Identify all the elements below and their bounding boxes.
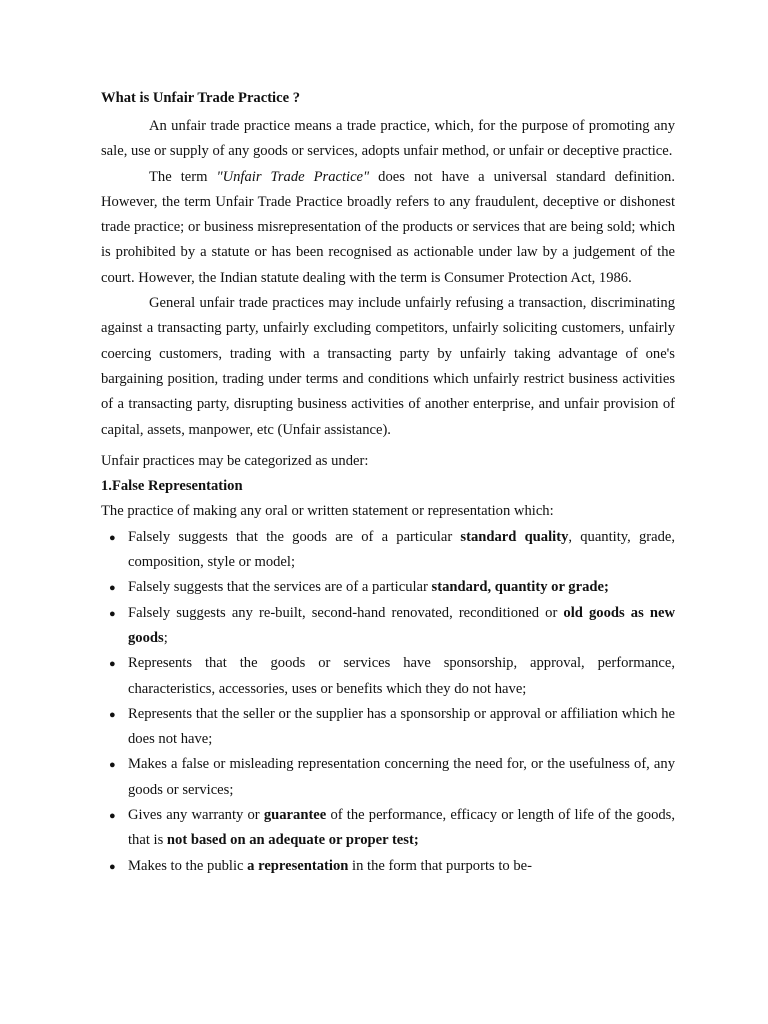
paragraph-definition: An unfair trade practice means a trade practice, which, for the purpose of promoting any sale, use or supply of any goods or services, adopts unfair method, or unfair or deceptive practice.: [101, 118, 675, 160]
bullet-list: [101, 525, 675, 879]
term-rest: does not have a universal standard definition. However, the term Unfair Trade Practice broadly refers to any fraudulent, deceptive or dishonest trade practice; or business misrepresentation of the products or services that are being sold; which is prohibited by a statute or has been recognised as actionable under law by a judgement of the court. However, the Indian statute dealing with the term is Consumer Protection Act, 1986.: [101, 168, 676, 286]
term-prefix: The term: [149, 168, 217, 185]
paragraph-term: [101, 165, 675, 291]
list-item: ● Makes a false or misleading representation concerning the need for, or the usefulness of, any goods or services;: [101, 752, 675, 803]
list-item: ● Gives any warranty or guarantee of the performance, efficacy or length of life of the goods, that is not based on an adequate or proper test;: [101, 803, 675, 854]
term-italic: "Unfair Trade Practice": [216, 168, 370, 185]
bullet-icon: ●: [109, 658, 116, 671]
list-item: ● Represents that the seller or the supplier has a sponsorship or approval or affiliation which he does not have;: [101, 702, 675, 753]
list-item: ● Falsely suggests that the goods are of a particular standard quality, quantity, grade, composition, style or model;: [101, 525, 675, 576]
bullet-icon: ●: [109, 860, 116, 873]
section-intro: The practice of making any oral or written statement or representation which:: [101, 503, 554, 520]
categorized-intro: Unfair practices may be categorized as under:: [101, 452, 369, 469]
paragraph-general: General unfair trade practices may include unfairly refusing a transaction, discriminating against a transacting party, unfairly excluding competitors, unfairly soliciting customers, unfairly coercing customers, trading with a transacting party by unfairly taking advantage of one's bargaining position, trading under terms and conditions which unfairly restrict business activities of a transacting party, disrupting business activities of another enterprise, and unfair provision of capital, assets, manpower, etc (Unfair assistance).: [101, 295, 675, 438]
bullet-icon: ●: [109, 582, 116, 595]
list-item: ● Falsely suggests any re-built, second-hand renovated, reconditioned or old goods as new goods;: [101, 601, 675, 652]
list-item: ● Represents that the goods or services have sponsorship, approval, performance, characteristics, accessories, uses or benefits which they do not have;: [101, 651, 675, 702]
section-heading: 1.False Representation: [101, 478, 243, 495]
page-title: What is Unfair Trade Practice ?: [101, 90, 301, 106]
bullet-icon: ●: [109, 810, 116, 823]
list-item: ● Makes to the public a representation in the form that purports to be-: [101, 854, 675, 879]
list-item: ● Falsely suggests that the services are of a particular standard, quantity or grade;: [101, 575, 675, 600]
bullet-icon: ●: [109, 708, 116, 721]
bullet-icon: ●: [109, 607, 116, 620]
bullet-icon: ●: [109, 531, 116, 544]
bullet-icon: ●: [109, 759, 116, 772]
